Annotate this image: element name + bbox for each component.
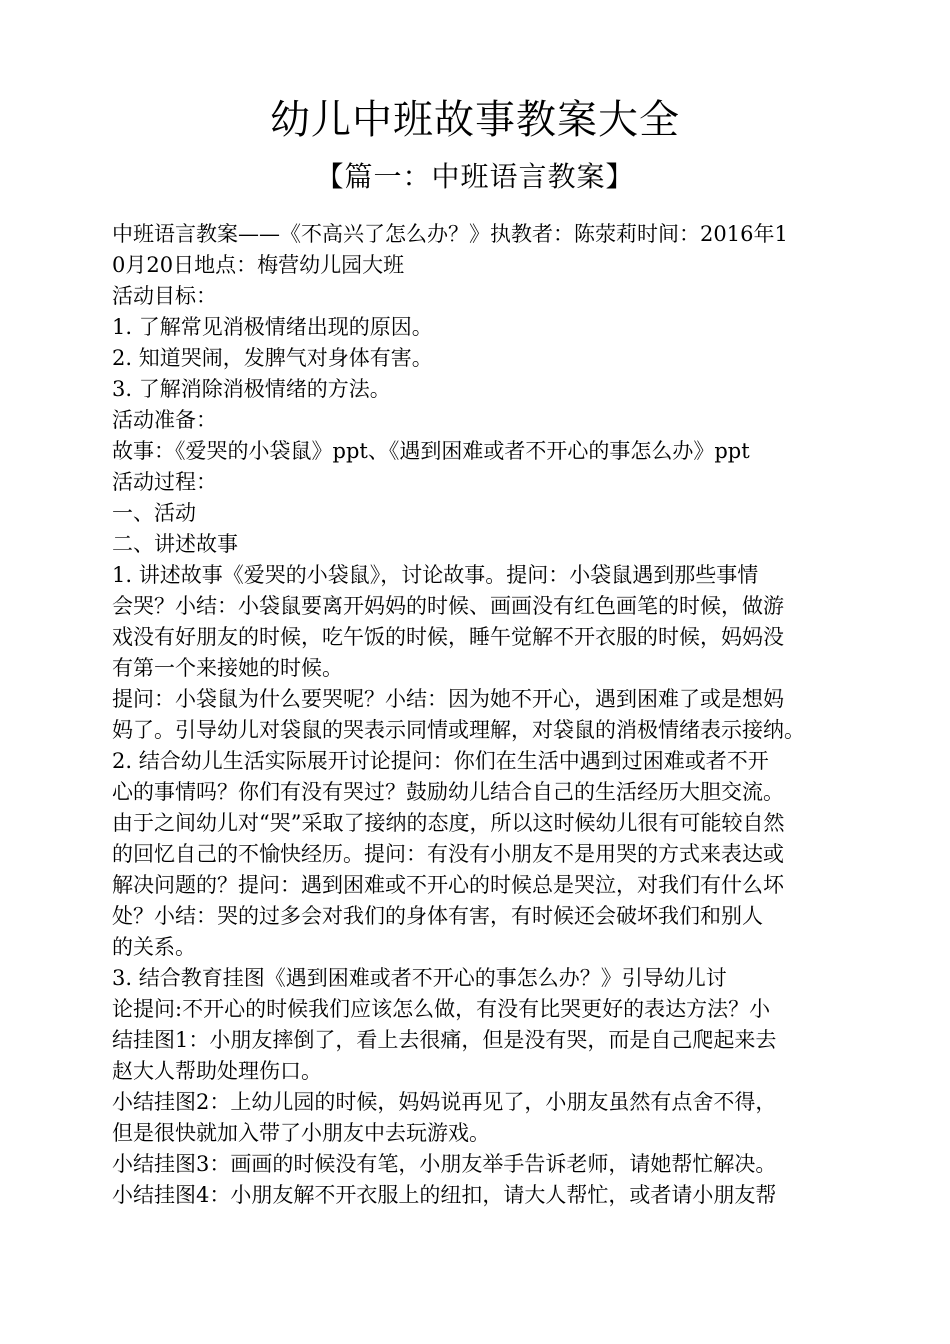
body-line: 2. 结合幼儿生活实际展开讨论提问：你们在生活中遇到过困难或者不开 xyxy=(112,749,769,773)
body-line: 提问：小袋鼠为什么要哭呢？小结：因为她不开心，遇到困难了或是想妈 xyxy=(112,687,784,711)
document-title: 幼儿中班故事教案大全 xyxy=(270,97,680,143)
body-line: 3. 了解消除消极情绪的方法。 xyxy=(112,377,391,401)
body-line: 二、讲述故事 xyxy=(112,532,238,556)
body-line: 小结挂图3：画画的时候没有笔，小朋友举手告诉老师，请她帮忙解决。 xyxy=(112,1152,777,1176)
body-line: 故事：《爱哭的小袋鼠》ppt、《遇到困难或者不开心的事怎么办》ppt xyxy=(112,439,750,463)
body-line: 活动过程： xyxy=(112,470,217,494)
body-line: 1. 了解常见消极情绪出现的原因。 xyxy=(112,315,433,339)
body-line: 有第一个来接她的时候。 xyxy=(112,656,343,680)
document-body xyxy=(112,219,864,1211)
body-line: 结挂图1：小朋友摔倒了，看上去很痛，但是没有哭，而是自己爬起来去 xyxy=(112,1028,777,1052)
body-line: 一、活动 xyxy=(112,501,196,525)
body-line: 活动准备： xyxy=(112,408,217,432)
body-line: 会哭？小结：小袋鼠要离开妈妈的时候、画画没有红色画笔的时候，做游 xyxy=(112,594,784,618)
section-heading: 【篇一：中班语言教案】 xyxy=(315,160,635,193)
body-line: 由于之间幼儿对“哭”采取了接纳的态度，所以这时候幼儿很有可能较自然 xyxy=(112,811,785,835)
body-line: 3. 结合教育挂图《遇到困难或者不开心的事怎么办？》引导幼儿讨 xyxy=(112,966,727,990)
body-line: 小结挂图4：小朋友解不开衣服上的纽扣，请大人帮忙，或者请小朋友帮 xyxy=(112,1183,777,1207)
body-line: 解决问题的？提问：遇到困难或不开心的时候总是哭泣，对我们有什么坏 xyxy=(112,873,784,897)
body-line: 的关系。 xyxy=(112,935,196,959)
body-line: 2. 知道哭闹，发脾气对身体有害。 xyxy=(112,346,433,370)
body-line: 但是很快就加入带了小朋友中去玩游戏。 xyxy=(112,1121,490,1145)
body-line: 处？小结：哭的过多会对我们的身体有害，有时候还会破坏我们和别人 xyxy=(112,904,763,928)
body-line: 1. 讲述故事《爱哭的小袋鼠》，讨论故事。提问：小袋鼠遇到那些事情 xyxy=(112,563,759,587)
body-line: 心的事情吗？你们有没有哭过？鼓励幼儿结合自己的生活经历大胆交流。 xyxy=(112,780,784,804)
body-line: 妈了。引导幼儿对袋鼠的哭表示同情或理解，对袋鼠的消极情绪表示接纳。 xyxy=(112,718,805,742)
body-line: 戏没有好朋友的时候，吃午饭的时候，睡午觉解不开衣服的时候，妈妈没 xyxy=(112,625,784,649)
body-line: 论提问:不开心的时候我们应该怎么做，有没有比哭更好的表达方法？小 xyxy=(112,997,771,1021)
body-line: 小结挂图2：上幼儿园的时候，妈妈说再见了，小朋友虽然有点舍不得， xyxy=(112,1090,777,1114)
body-line: 中班语言教案——《不高兴了怎么办？》执教者：陈荥莉时间：2016年1 xyxy=(112,222,788,246)
body-line: 的回忆自己的不愉快经历。提问：有没有小朋友不是用哭的方式来表达或 xyxy=(112,842,784,866)
body-line: 活动目标： xyxy=(112,284,217,308)
body-line: 赵大人帮助处理伤口。 xyxy=(112,1059,322,1083)
body-line: 0月20日地点：梅营幼儿园大班 xyxy=(112,253,405,277)
